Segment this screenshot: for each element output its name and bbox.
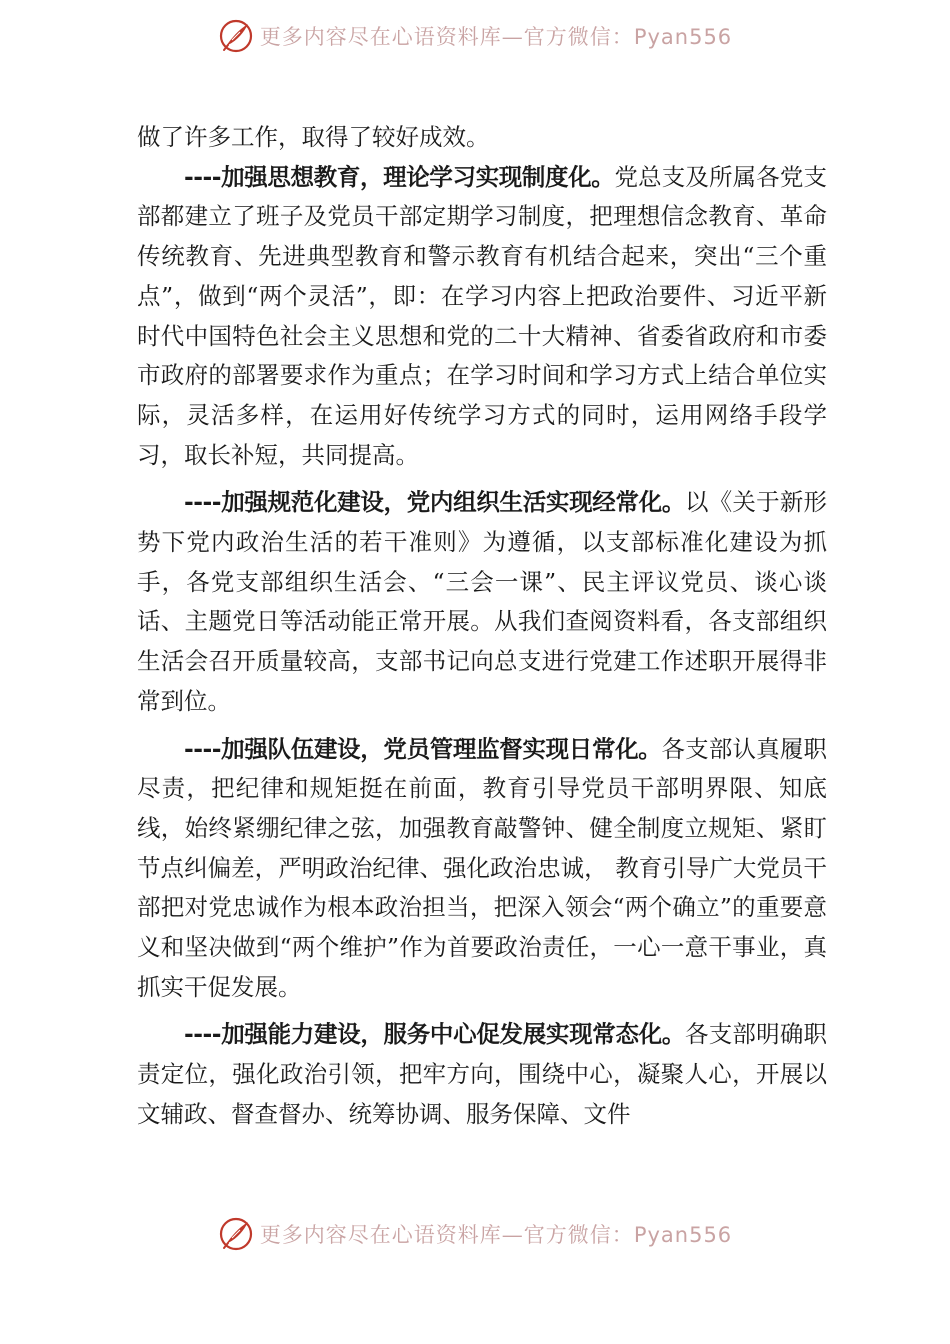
section-paragraph-4	[137, 1015, 827, 1134]
section-lead-4: ----加强能力建设，服务中心促发展实现常态化。	[184, 1020, 686, 1049]
section-lead-2: ----加强规范化建设，党内组织生活实现经常化。	[184, 488, 686, 517]
header-wechat-id: Pyan556	[633, 25, 733, 49]
section-text-1: 党总支及所属各党支部都建立了班子及党员干部定期学习制度，把理想信念教育、革命传统教育、先进典型教育和警示教育有机结合起来，突出“三个重点”，做到“两个灵活”，即：在学习内容上把政治要件、习近平新时代中国特色社会主义思想和党的二十大精神、省委省政府和市委市政府的部署要求作为重点；在学习时间和学习方式上结合单位实际，灵活多样，在运用好传统学习方式的同时，运用网络手段学习，取长补短，共同提高。	[137, 162, 828, 469]
section-paragraph-2	[137, 483, 827, 721]
header-banner	[0, 14, 950, 58]
document-body	[137, 118, 827, 1135]
footer-banner-text: 更多内容尽在心语资料库—官方微信：Pyan556	[259, 1223, 733, 1247]
quill-logo-icon	[218, 1216, 254, 1252]
section-text-3: 各支部认真履职尽责，把纪律和规矩挺在前面，教育引导党员干部明界限、知底线，始终紧绷纪律之弦，加强教育敲警钟、健全制度立规矩、紧盯节点纠偏差，严明政治纪律、强化政治忠诚， 教育引导广大党员干部把对党忠诚作为根本政治担当，把深入领会“两个确立”的重要意义和坚决做到“两个维护”作为首要政治责任，一心一意干事业，真抓实干促发展。	[137, 734, 828, 1001]
header-banner-text: 更多内容尽在心语资料库—官方微信：Pyan556	[259, 25, 733, 49]
intro-paragraph: 做了许多工作，取得了较好成效。	[137, 123, 490, 151]
section-text-4: 各支部明确职责定位，强化政治引领，把牢方向，围绕中心，凝聚人心，开展以文辅政、督查督办、统筹协调、服务保障、文件	[137, 1020, 828, 1128]
quill-logo-icon	[218, 18, 254, 54]
section-lead-3: ----加强队伍建设，党员管理监督实现日常化。	[184, 734, 662, 763]
section-lead-1: ----加强思想教育，理论学习实现制度化。	[184, 162, 615, 191]
section-paragraph-3	[137, 730, 827, 1008]
footer-wechat-id: Pyan556	[633, 1223, 733, 1247]
footer-banner	[0, 1212, 950, 1256]
section-text-2: 以《关于新形势下党内政治生活的若干准则》为遵循，以支部标准化建设为抓手，各党支部组织生活会、“三会一课”、民主评议党员、谈心谈话、主题党日等活动能正常开展。从我们查阅资料看，各支部组织生活会召开质量较高，支部书记向总支进行党建工作述职开展得非常到位。	[137, 488, 828, 715]
section-paragraph-1	[137, 158, 827, 476]
